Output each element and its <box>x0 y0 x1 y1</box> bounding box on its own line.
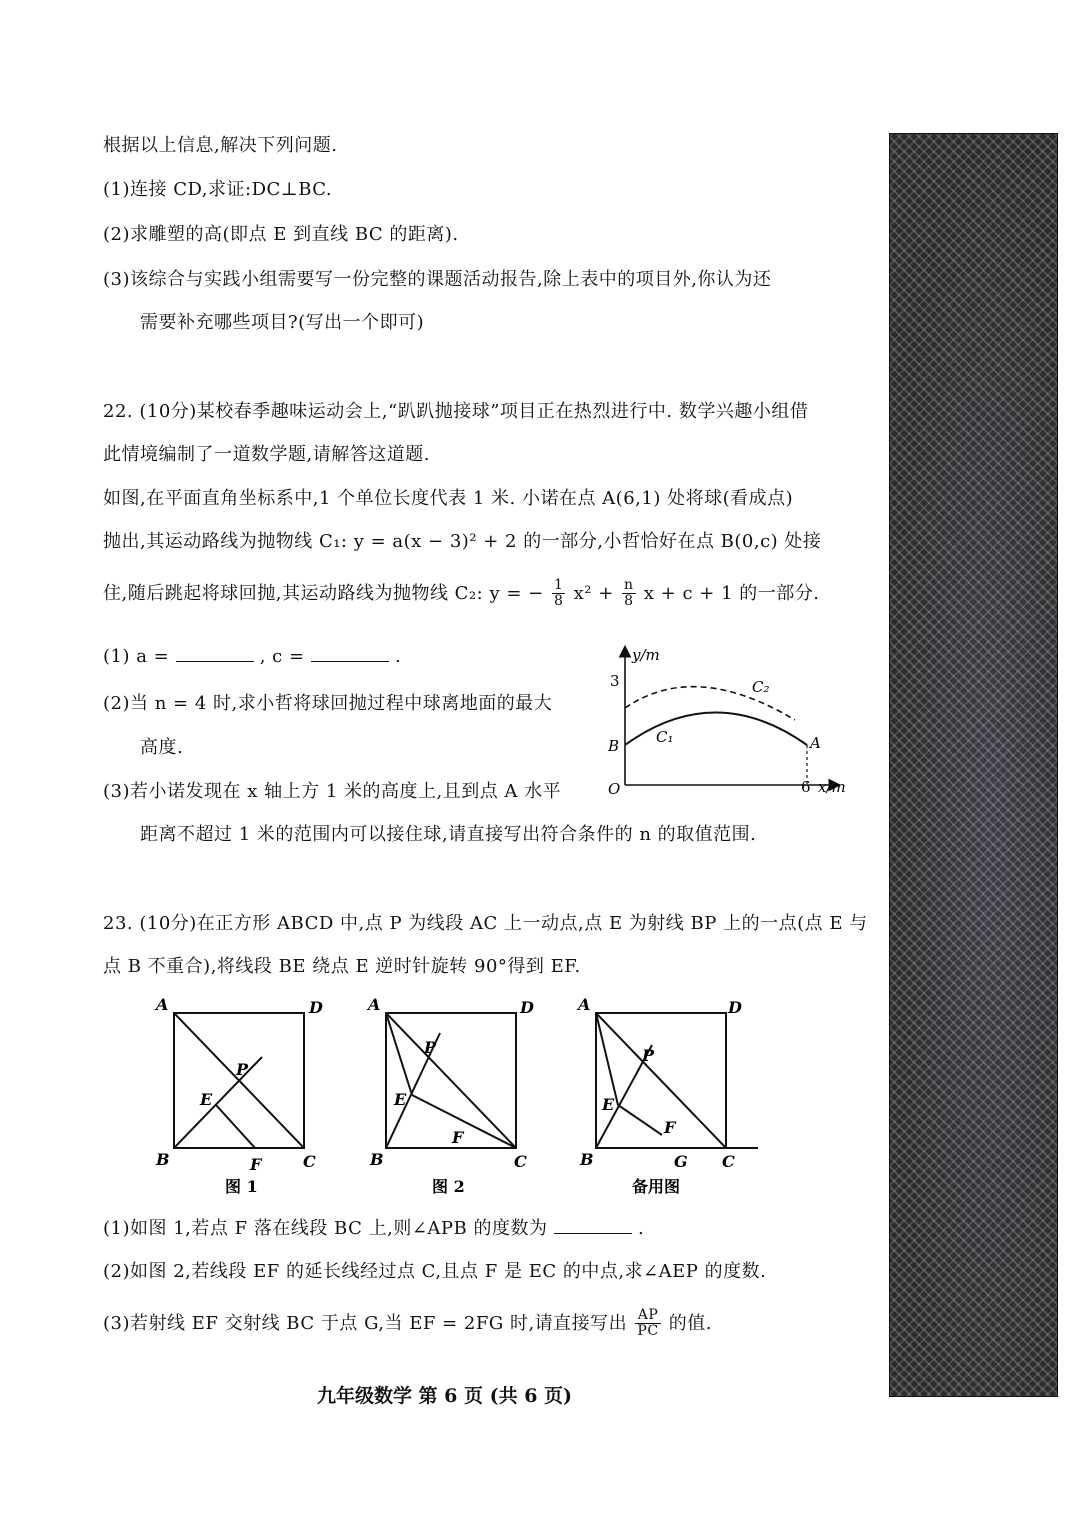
q22-line5-post: x + c + 1 的一部分. <box>643 582 820 604</box>
q22-part1: (1) a = , c = . <box>103 646 402 667</box>
label-a: A <box>156 995 169 1014</box>
q22-part2-line2: 高度. <box>140 737 184 758</box>
label-p: P <box>424 1038 437 1057</box>
origin-label: O <box>608 780 621 798</box>
label-a: A <box>578 995 591 1014</box>
q22-parabola-graph <box>600 640 860 805</box>
tick-6: 6 <box>801 778 811 796</box>
q22-line1: 22. (10分)某校春季趣味运动会上,“趴趴抛接球”项目正在热烈进行中. 数学兴趣小组借 <box>103 401 809 422</box>
q22-part2-line1: (2)当 n = 4 时,求小哲将球回抛过程中球离地面的最大 <box>103 693 553 714</box>
label-c: C <box>514 1152 527 1171</box>
y-axis-label: y/m <box>632 646 660 664</box>
segment-ec <box>412 1095 516 1148</box>
fraction-n-8: $\frac{n}{8}$ <box>624 577 634 610</box>
parabola-c1 <box>625 713 807 746</box>
label-e: E <box>200 1090 213 1109</box>
point-a-label: A <box>810 734 821 752</box>
q21-part3-line2: 需要补充哪些项目?(写出一个即可) <box>140 312 425 333</box>
scanned-margin-strip <box>889 133 1058 1397</box>
q21-part1: (1)连接 CD,求证:DC⊥BC. <box>103 179 333 200</box>
fraction-ap-pc: $\frac{AP}{PC}$ <box>637 1307 659 1340</box>
q21-part3-line1: (3)该综合与实践小组需要写一份完整的课题活动报告,除上表中的项目外,你认为还 <box>103 269 772 290</box>
tick-3: 3 <box>610 672 620 690</box>
c1-label: C₁ <box>656 728 674 746</box>
label-f: F <box>250 1155 262 1174</box>
label-d: D <box>309 998 323 1017</box>
answer-blank-angle-apb[interactable] <box>554 1217 632 1234</box>
q23-part3: (3)若射线 EF 交射线 BC 于点 G,当 EF = 2FG 时,请直接写出 $\frac{AP}{PC}$ 的值. <box>103 1307 713 1340</box>
label-c: C <box>303 1152 316 1171</box>
label-b: B <box>580 1150 594 1169</box>
diagonal-ac <box>386 1013 516 1148</box>
label-b: B <box>370 1150 384 1169</box>
label-c: C <box>722 1152 735 1171</box>
figure-1-caption: 图 1 <box>225 1177 258 1196</box>
q22-part3-line1: (3)若小诺发现在 x 轴上方 1 米的高度上,且到点 A 水平 <box>103 781 562 802</box>
q22-line5-mid: x² + <box>573 582 614 604</box>
label-d: D <box>520 998 534 1017</box>
q22-line2: 此情境编制了一道数学题,请解答这道题. <box>103 444 430 465</box>
segment-bp <box>174 1057 262 1148</box>
x-axis-label: x/m <box>818 778 846 796</box>
page-footer: 九年级数学 第 6 页 (共 6 页) <box>316 1385 573 1407</box>
q23-part2: (2)如图 2,若线段 EF 的延长线经过点 C,且点 F 是 EC 的中点,求∠AEP 的度数. <box>103 1261 767 1282</box>
label-f: F <box>664 1118 676 1137</box>
backup-figure-caption: 备用图 <box>632 1177 681 1196</box>
label-b: B <box>156 1150 170 1169</box>
c2-label: C₂ <box>752 678 770 696</box>
segment-ef <box>216 1105 255 1148</box>
label-a: A <box>368 995 381 1014</box>
q23-part1: (1)如图 1,若点 F 落在线段 BC 上,则∠APB 的度数为 . <box>103 1218 645 1239</box>
q23-line1: 23. (10分)在正方形 ABCD 中,点 P 为线段 AC 上一动点,点 E 为射线 BP 上的一点(点 E 与 <box>103 913 868 934</box>
label-f: F <box>452 1128 464 1147</box>
label-e: E <box>394 1090 407 1109</box>
diagonal-ac <box>596 1013 726 1148</box>
figure-2-caption: 图 2 <box>432 1177 465 1196</box>
q21-part2: (2)求雕塑的高(即点 E 到直线 BC 的距离). <box>103 224 459 245</box>
q22-line3: 如图,在平面直角坐标系中,1 个单位长度代表 1 米. 小诺在点 A(6,1) 处将球(看成点) <box>103 488 794 509</box>
label-p: P <box>642 1046 655 1065</box>
segment-ae <box>596 1013 618 1105</box>
point-b-label: B <box>608 737 620 755</box>
parabola-c2 <box>625 687 795 720</box>
intro-text: 根据以上信息,解决下列问题. <box>103 135 338 156</box>
label-e: E <box>602 1095 615 1114</box>
q22-line5-pre: 住,随后跳起将球回抛,其运动路线为抛物线 C₂: y = − <box>103 582 544 604</box>
fraction-1-8: $\frac{1}{8}$ <box>553 577 564 610</box>
q22-line4: 抛出,其运动路线为抛物线 C₁: y = a(x − 3)² + 2 的一部分,小哲恰好在点 B(0,c) 处接 <box>103 531 822 552</box>
label-g: G <box>674 1152 688 1171</box>
q22-line5 <box>103 578 819 610</box>
q23-backup-figure <box>572 995 762 1205</box>
q23-figure-1 <box>150 995 335 1205</box>
answer-blank-a[interactable] <box>176 645 254 662</box>
q23-line2: 点 B 不重合),将线段 BE 绕点 E 逆时针旋转 90°得到 EF. <box>103 956 581 977</box>
answer-blank-c[interactable] <box>311 645 389 662</box>
segment-ef <box>618 1105 662 1135</box>
q22-part3-line2: 距离不超过 1 米的范围内可以接住球,请直接写出符合条件的 n 的取值范围. <box>140 824 757 845</box>
q23-figure-2 <box>362 995 547 1205</box>
label-p: P <box>236 1060 249 1079</box>
label-d: D <box>728 998 742 1017</box>
